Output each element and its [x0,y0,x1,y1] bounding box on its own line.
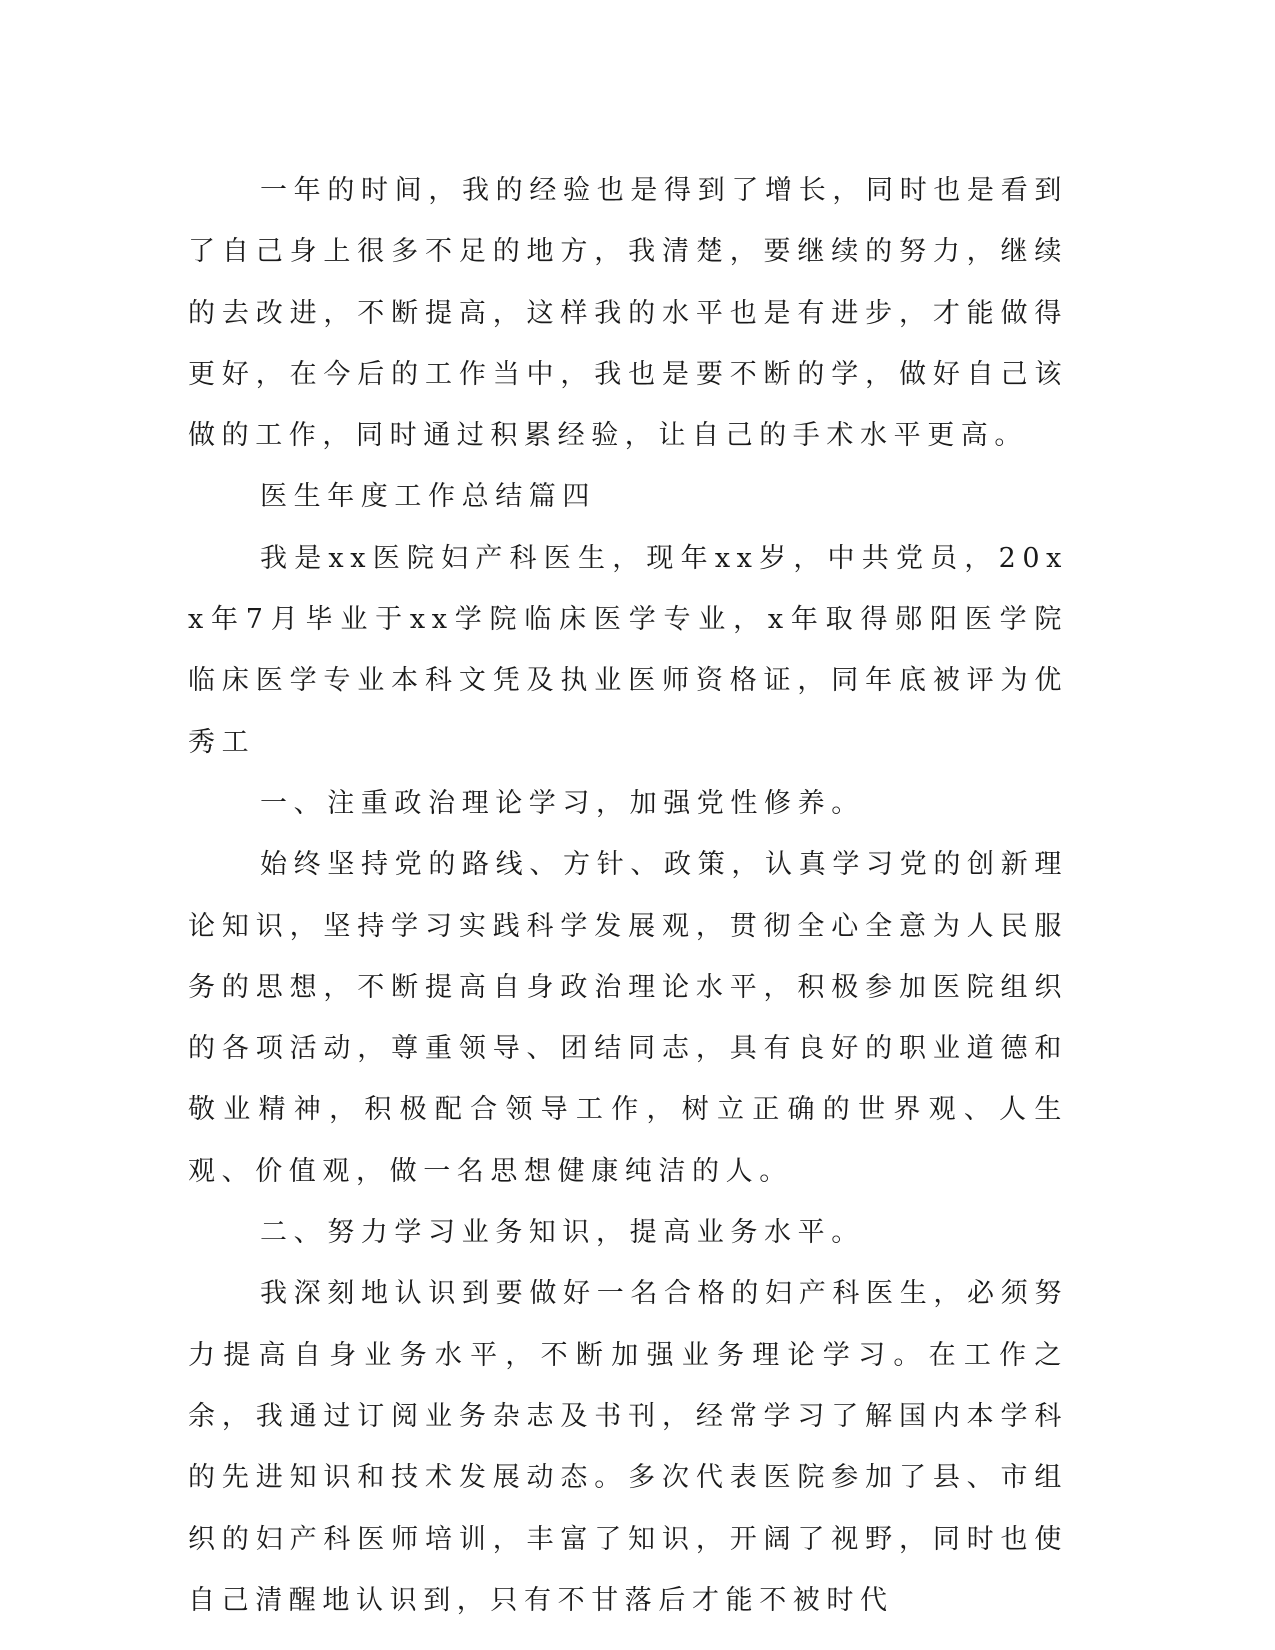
section-heading-part-four: 医生年度工作总结篇四 [260,481,596,513]
paragraph-self-introduction: 我是xx医院妇产科医生，现年xx岁，中共党员，20xx年7月毕业于xx学院临床医学专业，x年取得郧阳医学院临床医学专业本科文凭及执业医师资格证，同年底被评为优秀工 [188,542,1068,758]
paragraph-professional-study: 我深刻地认识到要做好一名合格的妇产科医生，必须努力提高自身业务水平，不断加强业务理论学习。在工作之余，我通过订阅业务杂志及书刊，经常学习了解国内本学科的先进知识和技术发展动态。多次代表医院参加了县、市组织的妇产科医师培训，丰富了知识，开阔了视野，同时也使自己清醒地认识到，只有不甘落后才能不被时代 [188,1278,1068,1616]
subheading-professional-study: 二、努力学习业务知识，提高业务水平。 [260,1217,865,1249]
paragraph-experience-growth: 一年的时间，我的经验也是得到了增长，同时也是看到了自己身上很多不足的地方，我清楚，要继续的努力，继续的去改进，不断提高，这样我的水平也是有进步，才能做得更好，在今后的工作当中，我也是要不断的学，做好自己该做的工作，同时通过积累经验，让自己的手术水平更高。 [188,175,1068,452]
document-body [188,160,1068,1631]
subheading-political-study: 一、注重政治理论学习，加强党性修养。 [260,787,865,819]
paragraph-political-study: 始终坚持党的路线、方针、政策，认真学习党的创新理论知识，坚持学习实践科学发展观，贯彻全心全意为人民服务的思想，不断提高自身政治理论水平，积极参加医院组织的各项活动，尊重领导、团结同志，具有良好的职业道德和敬业精神，积极配合领导工作，树立正确的世界观、人生观、价值观，做一名思想健康纯洁的人。 [188,849,1068,1187]
